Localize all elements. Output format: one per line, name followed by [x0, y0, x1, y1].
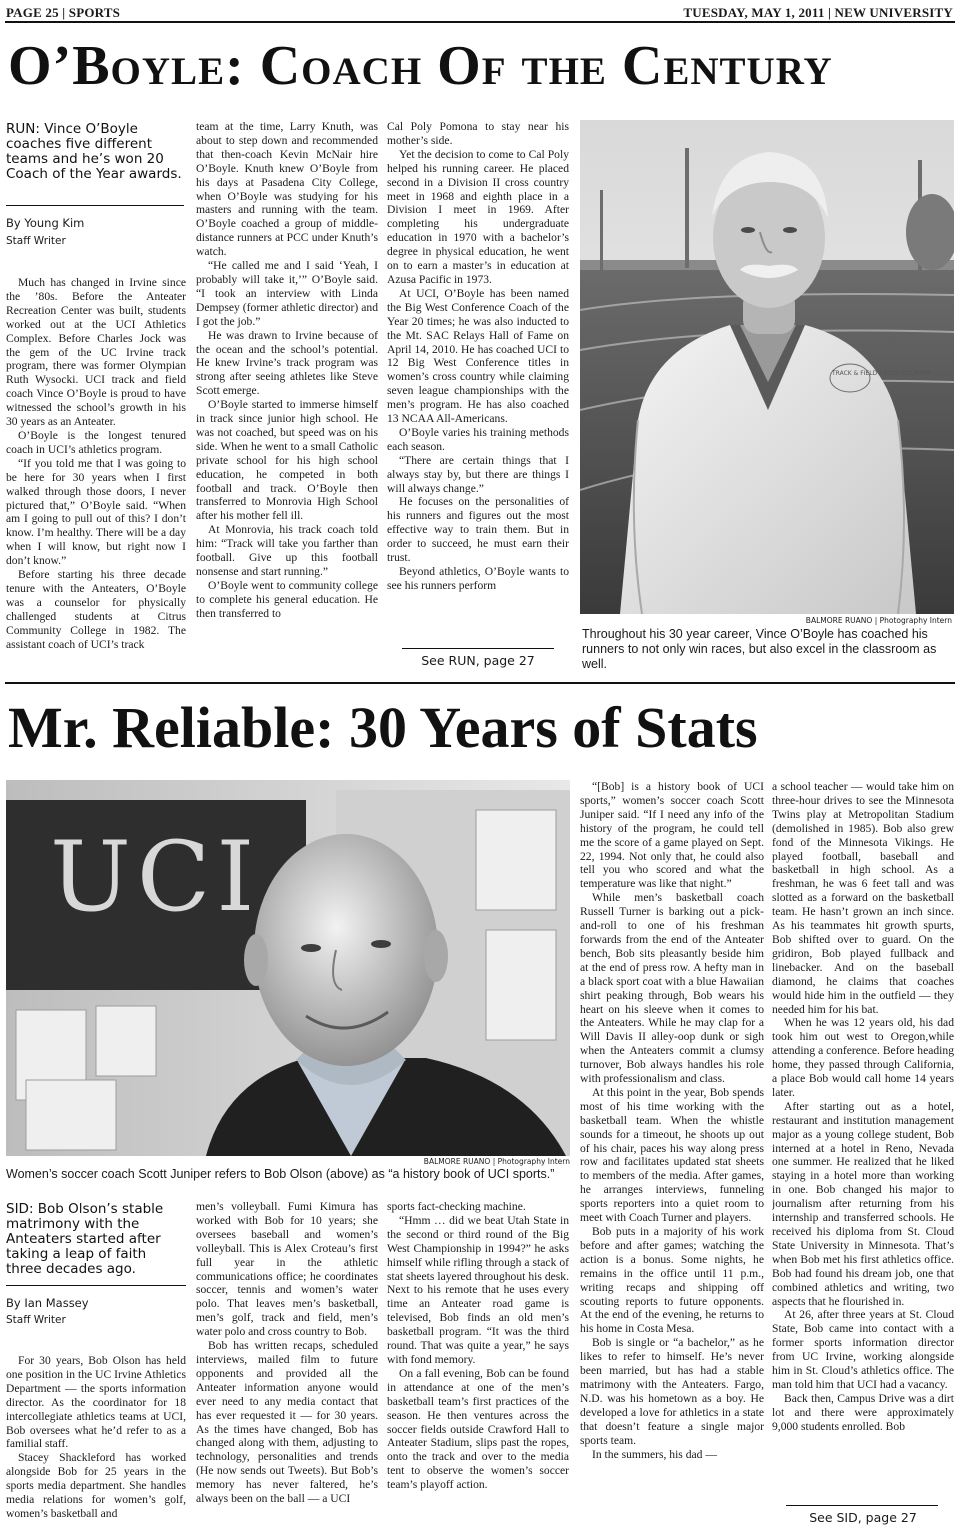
paragraph: sports fact-checking machine.	[387, 1200, 526, 1213]
story2-column-3	[387, 1200, 569, 1530]
paragraph: O’Boyle went to community college to complete his general education. He then transferred to	[196, 578, 378, 620]
page-section-label: PAGE 25 | SPORTS	[6, 5, 121, 20]
paragraph: When he was 12 years old, his dad took him out west to Oregon,while attending a conference. Before heading home, they passed through California, a place Bob would call home 14 years later.	[772, 1016, 954, 1099]
story2-column-4	[580, 780, 764, 1532]
paragraph: Beyond athletics, O’Boyle wants to see his runners perform	[387, 565, 569, 592]
paragraph: In the summers, his dad —	[592, 1447, 717, 1461]
paragraph: On a fall evening, Bob can be found in attendance at one of the men’s basketball team’s first practices of the season. He then ventures across the soccer fields outside Crawford Hall to Anteater Stadium, slips past the ropes, onto the track and over to the media tent to observe the women’s soccer team’s playoff action.	[387, 1366, 569, 1492]
story1-byline: By Young Kim	[6, 216, 85, 230]
story1-column-1	[6, 276, 186, 668]
paragraph: Before starting his three decade tenure with the Anteaters, O’Boyle was a counselor for physically challenged students at Citrus Community College in 1982. The assistant coach of UCI’s track	[6, 568, 186, 651]
paragraph: “He called me and I said ‘Yeah, I probably will take it,’” O’Boyle said. “I took an interview with Linda Dempsey (former athletic director) and I got the job.”	[196, 259, 378, 328]
paragraph: a school teacher — would take him on three-hour drives to see the Minnesota Twins play at Metropolitan Stadium (demolished in 1985). Bob also grew fond of the Minnesota Vikings. He played football, baseball and basketball in high school. As a freshman, he was 6 feet tall and was slotted as a forward on the basketball team. He hasn’t grown an inch since. As his teammates hit growth spurts, Bob shifted over to guard. On the gridiron, Bob played fullback and linebacker. And on the baseball diamond, he claims that coaches would hide him in the outfield — they needed him for his bat.	[772, 780, 954, 1016]
paragraph: After starting out as a hotel, restaurant and institution management major as a young college student, Bob interned at a hotel in Reno, Nevada one summer. He realized that he liked staying in a hotel more than working in one. Bob changed his major to journalism after returning from his internship and transferred schools. He received his diploma from St. Cloud State University in Minnesota. That’s when Bob met his first athletics office. Bob had found his dream job, one that combined athletics and writing, two aspects that he flourished in.	[772, 1099, 954, 1308]
paragraph: At this point in the year, Bob spends most of his time working with the basketball team. When the whistle sounds for a timeout, he shoots up out of his chair, paces his way along press row and facilitates updated stat sheets to members of the media. After games, he arranges interviews, funneling sports reporters into a quiet room to meet with Coach Turner and players.	[580, 1085, 764, 1225]
story2-subhead: SID: Bob Olson’s stable matrimony with the Anteaters started after taking a leap of faith three decades ago.	[6, 1201, 164, 1277]
story1-subhead-rule	[6, 205, 184, 206]
paragraph: “There are certain things that I always stay by, but there are things I will always change.”	[387, 453, 569, 495]
paragraph: Much has changed in Irvine since the ’80s. Before the Anteater Recreation Center was built, students worked out at the UCI Athletics Complex. Before Charles Jock was the gem of the UC Irvine track program, there was former Olympian Ruth Wysocki. UCI track and field coach Vince O’Boyle is proud to have witnessed the school’s growth in his 30 years as an Anteater.	[6, 276, 186, 429]
paragraph: team at the time, Larry Knuth, was about to step down and recommended that then-coach Kevin McNair hire O’Boyle. Knuth knew O’Boyle from his days at Pasadena City College, when O’Boyle was studying for his masters and running with the team. O’Boyle coached a group of middle-distance runners at PCC under Knuth’s watch.	[196, 120, 378, 259]
story2-byline: By Ian Massey	[6, 1296, 89, 1310]
sweater-logo-text: TRACK & FIELD CROSS COUNTRY	[832, 370, 931, 377]
story2-photo-caption: Women’s soccer coach Scott Juniper refers to Bob Olson (above) as “a history book of UCI sports.”	[6, 1167, 555, 1181]
paragraph: He focuses on the personalities of his runners and figures out the most effective way to train them. But in order to succeed, he must earn their trust.	[387, 495, 569, 565]
story2-photo-olson	[6, 780, 570, 1156]
story1-column-3	[387, 120, 569, 640]
paragraph: O’Boyle varies his training methods each season.	[387, 425, 569, 453]
story-divider-rule	[5, 682, 955, 684]
paragraph: Bob has written recaps, scheduled interviews, mailed film to future opponents and provided all the Anteater information anyone would ever need to any media contact that has ever requested it — for 30 years. As the times have changed, Bob has changed along with them, adjusting to technology, personalities and trends (He now sends out Tweets). But Bob’s memory has never faltered, he’s always been on the ball — a UCI	[196, 1339, 378, 1506]
paragraph: While men’s basketball coach Russell Turner is barking out a pick-and-roll to one of his freshman forwards from the end of the Anteater bench, Bob sits pleasantly beside him at the end of press row. A hefty man in a black sport coat with a blue Hawaiian shirt peaking through, Bob wears his heart on his sleeve when it comes to the Anteaters. While he may clap for a Will Davis II alley-oop dunk or sigh when the Anteaters commit a clumsy turnover, Bob always handles his role with professionalism and class.	[580, 891, 764, 1086]
paragraph: “[Bob] is a history book of UCI sports,” women’s soccer coach Scott Juniper said. “If I need any info of the history of the program, he could tell me the score of a game played on Sept. 22, 1994. Not only that, he could also tell you who scored and what the temperature was like that night.”	[580, 780, 764, 891]
story1-photo-coach	[580, 120, 954, 614]
story1-staff-role: Staff Writer	[6, 235, 66, 247]
coach-photo-illustration	[580, 120, 954, 614]
paragraph: “If you told me that I was going to be here for 30 years when I first walked through those doors, I never pictured that,” O’Boyle said. “When am I going to pull out of this? I don’t know. I’m healthy. There will be a day when I will know, but right now I don’t know.”	[6, 456, 186, 568]
story2-column-2	[196, 1200, 378, 1530]
paragraph: men’s volleyball. Fumi Kimura has worked with Bob for 10 years; she oversees baseball and women’s volleyball. This is Alex Croteau’s first full year in the athletic communications office; he coordinates soccer, tennis and women’s water polo. That leaves men’s basketball, men’s golf, track and field, men’s water polo and cross country to Bob.	[196, 1200, 378, 1339]
paragraph: O’Boyle is the longest tenured coach in UCI’s athletics program.	[6, 428, 186, 456]
paragraph: At UCI, O’Boyle has been named the Big West Conference Coach of the Year 20 times; he was also inducted to the Mt. SAC Relays Hall of Fame on April 14, 2010. He has coached UCI to 12 Big West Conference titles in women’s cross country while claiming seven league championships with the men’s program. He has also coached 13 NCAA All-Americans.	[387, 286, 569, 426]
story2-subhead-rule	[6, 1285, 186, 1286]
story2-column-1	[6, 1354, 186, 1530]
paragraph: “Hmm … did we beat Utah State in the second or third round of the Big West Championship in 1994?” he asks himself while rifling through a stack of stat sheets layered throughout his desk. Next to his remote that he uses every time an Anteater road game is televised, Bob finds an old men’s basketball program. “It was the third round. That was quite a year,” he says with fond memory.	[387, 1213, 569, 1366]
story1-subhead: RUN: Vince O’Boyle coaches five different teams and he’s won 20 Coach of the Year awards.	[6, 121, 182, 182]
paragraph: Cal Poly Pomona to stay near his mother’s side.	[387, 120, 569, 147]
story1-jump-link[interactable]: See RUN, page 27	[421, 653, 535, 668]
story1-jump-rule	[402, 648, 554, 649]
story2-headline: Mr. Reliable: 30 Years of Stats	[8, 695, 758, 760]
olson-photo-illustration	[6, 780, 570, 1156]
story2-photo-credit: BALMORE RUANO | Photography Intern	[423, 1157, 570, 1166]
story2-staff-role: Staff Writer	[6, 1314, 66, 1326]
story2-column-5	[772, 780, 954, 1502]
paragraph: Bob puts in a majority of his work before and after games; watching the action is a bonus. Some nights, he remains in the office until 11 p.m., writing recaps and shipping off scouting reports to future opponents. At the end of the evening, he returns to his home in Costa Mesa.	[580, 1225, 764, 1336]
issue-date-label: TUESDAY, MAY 1, 2011 | NEW UNIVERSITY	[683, 5, 953, 20]
paragraph: Stacey Shackleford has worked alongside Bob for 25 years in the sports media department. She handles media relations for women’s golf, women’s basketball and	[6, 1451, 186, 1520]
paragraph: For 30 years, Bob Olson has held one position in the UC Irvine Athletics Department — the sports information director. As the coordinator for 18 intercollegiate athletics teams at UCI, Bob oversees what he’d refer to as a familial staff.	[6, 1354, 186, 1451]
paragraph: Bob is single or “a bachelor,” as he likes to refer to himself. He’s never been married, but has had a stable matrimony with the Anteaters. Fargo, N.D. was his hometown as a boy. He developed a love for athletics in a state that doesn’t feature a single major sports team.	[580, 1336, 764, 1447]
header-rule	[5, 21, 955, 23]
paragraph: Yet the decision to come to Cal Poly helped his running career. He placed second in a Division II cross country meet in 1968 and eighth place in a Division I meet in 1969. After completing his undergraduate education in 1970 with a bachelor’s degree in physical education, he went on to earn a master’s in education at Azusa Pacific in 1973.	[387, 147, 569, 286]
story1-photo-caption: Throughout his 30 year career, Vince O’Boyle has coached his runners to not only win races, but also excel in the classroom as well.	[582, 627, 937, 671]
uci-banner-text: UCI	[50, 821, 261, 933]
paragraph: At 26, after three years at St. Cloud State, Bob came into contact with a former sports information director from UC Irvine, working alongside him in St. Cloud’s athletics office. The man told him that UCI had a vacancy.	[772, 1308, 954, 1391]
paragraph: O’Boyle started to immerse himself in track since junior high school. He was not coached, but speed was on his side. When he went to a small Catholic private school for his high school education, he competed in both football and track. O’Boyle then transferred to Monrovia High School after his mother fell ill.	[196, 398, 378, 523]
story2-jump-rule	[786, 1505, 938, 1506]
paragraph: Back then, Campus Drive was a dirt lot and there were approximately 9,000 students enrolled. Bob	[772, 1391, 954, 1433]
story1-column-2	[196, 120, 378, 668]
paragraph: He was drawn to Irvine because of the ocean and the school’s potential. He knew Irvine’s track program was strong after seeing athletes like Steve Scott emerge.	[196, 328, 378, 398]
story1-photo-credit: BALMORE RUANO | Photography Intern	[805, 616, 952, 625]
paragraph: At Monrovia, his track coach told him: “Track will take you farther than football. Give up this football nonsense and start running.”	[196, 523, 378, 578]
story1-headline: O’Boyle: Coach Of the Century	[8, 35, 833, 97]
story2-jump-link[interactable]: See SID, page 27	[809, 1510, 917, 1525]
